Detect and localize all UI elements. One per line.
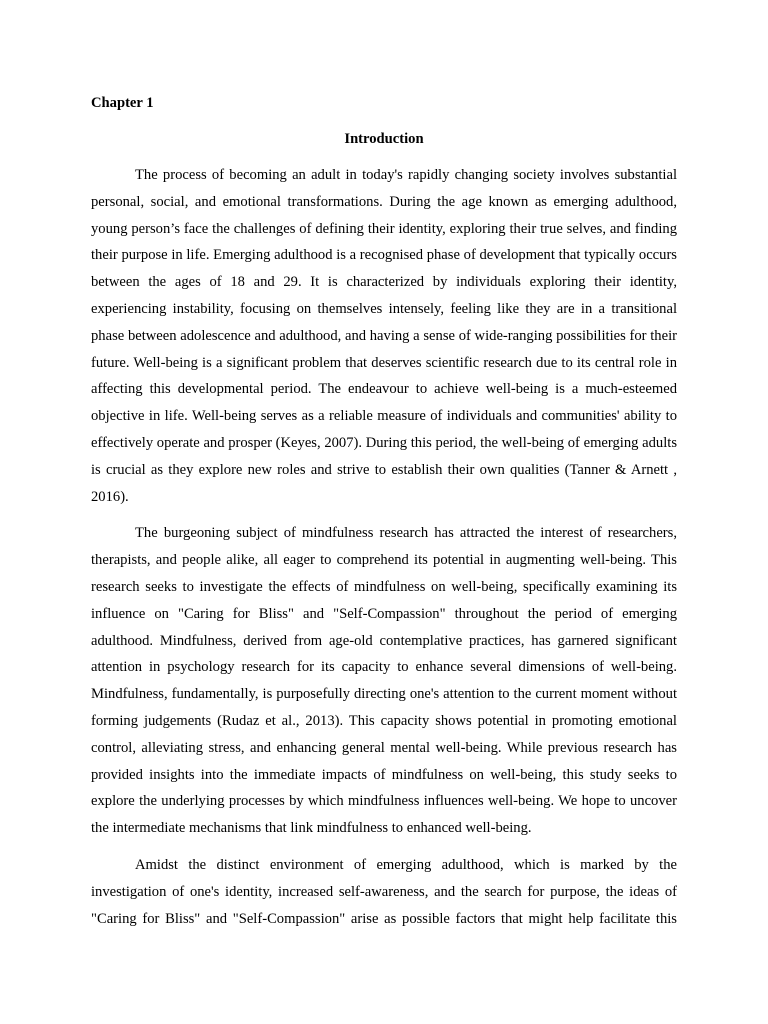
chapter-label: Chapter 1: [91, 95, 154, 111]
body-text: [91, 162, 677, 942]
paragraph-2: The burgeoning subject of mindfulness research has attracted the interest of researchers, therapists, and people alike, all eager to comprehend its potential in augmenting well-being. This research seeks to investigate the effects of mindfulness on well-being, specifically examining its influence on "Caring for Bliss" and "Self-Compassion" throughout the period of emerging adulthood. Mindfulness, derived from age-old contemplative practices, has garnered significant attention in psychology research for its capacity to enhance several dimensions of well-being. Mindfulness, fundamentally, is purposefully directing one's attention to the current moment without forming judgements (Rudaz et al., 2013). This capacity shows potential in promoting emotional control, alleviating stress, and enhancing general mental well-being. While previous research has provided insights into the immediate impacts of mindfulness on well-being, this study seeks to explore the underlying processes by which mindfulness influences well-being. We hope to uncover the intermediate mechanisms that link mindfulness to enhanced well-being.: [91, 525, 677, 837]
section-title: Introduction: [344, 131, 424, 147]
paragraph-3: Amidst the distinct environment of emerging adulthood, which is marked by the investigation of one's identity, increased self-awareness, and the search for purpose, the ideas of "Caring for Bliss" and "Self-Compassion" arise as possible factors that might help facilitate this: [91, 856, 677, 927]
paragraph-1: The process of becoming an adult in today's rapidly changing society involves substantial personal, social, and emotional transformations. During the age known as emerging adulthood, young person’s face the challenges of defining their identity, exploring their true selves, and finding their purpose in life. Emerging adulthood is a recognised phase of development that typically occurs between the ages of 18 and 29. It is characterized by individuals exploring their identity, experiencing instability, focusing on themselves intensely, feeling like they are in a transitional phase between adolescence and adulthood, and having a sense of wide-ranging possibilities for their future. Well-being is a significant problem that deserves scientific research due to its central role in affecting this developmental period. The endeavour to achieve well-being is a much-esteemed objective in life. Well-being serves as a reliable measure of individuals and communities' ability to effectively operate and prosper (Keyes, 2007). During this period, the well-being of emerging adults is crucial as they explore new roles and strive to establish their own qualities (Tanner & Arnett , 2016).: [91, 167, 677, 505]
